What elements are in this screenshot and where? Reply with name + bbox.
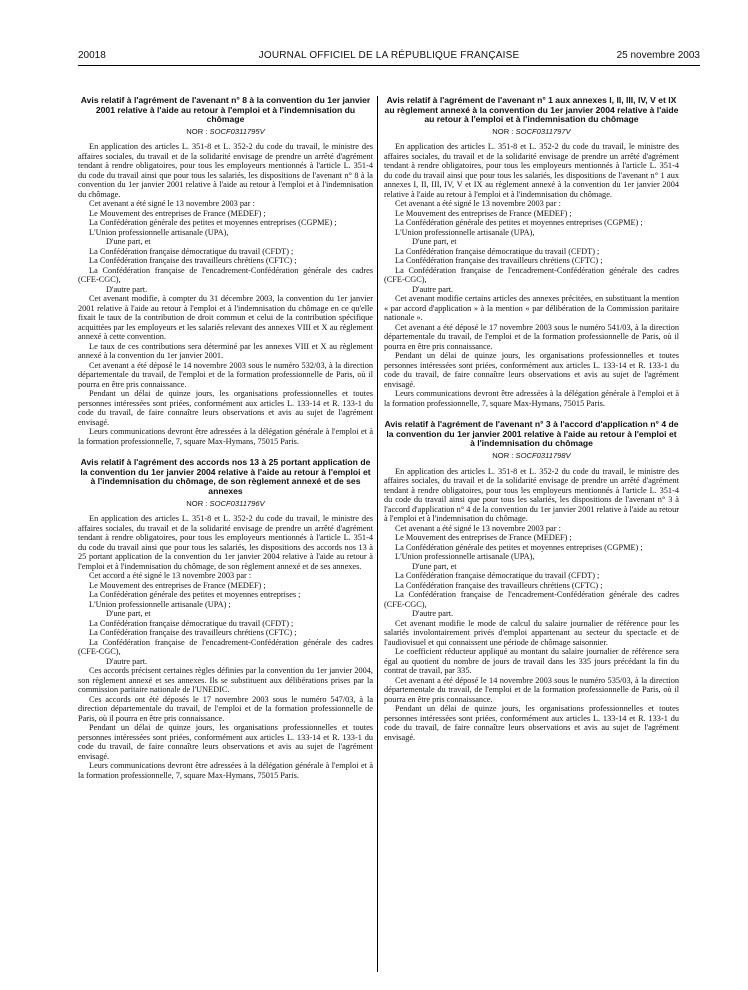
nor-reference <box>384 451 679 461</box>
notice-paragraph: La Confédération française de l'encadrement-Confédération générale des cadres (CFE-CGC), <box>384 590 679 609</box>
notice-paragraph: En application des articles L. 351-8 et L. 352-2 du code du travail, le ministre des affaires sociales, du travail et de la solidarité envisage de prendre un arrêté d'agrément tendant à rendre obligatoires, pour tous les employeurs mentionnés à l'article L. 351-4 du code du travail ainsi que pour tous les salariés, les dispositions de l'avenant n° 8 à la convention du 1er janvier 2001 relative à l'aide au retour à l'emploi et à l'indemnisation du chômage. <box>78 142 373 199</box>
notice-paragraph: Le Mouvement des entreprises de France (MEDEF) ; <box>89 208 266 218</box>
nor-code: SOCF0311797V <box>515 126 571 136</box>
notice-paragraph: D'autre part. <box>106 284 148 294</box>
notice-paragraph: Cet avenant a été déposé le 17 novembre 2003 sous le numéro 541/03, à la direction départementale du travail, de l'emploi et de la formation professionnelle de Paris, où il pourra en être pris connaissance. <box>384 322 679 351</box>
notice-paragraph: La Confédération générale des petites et moyennes entreprises (CGPME) ; <box>395 218 643 228</box>
notice-paragraph: Pendant un délai de quinze jours, les organisations professionnelles et toutes personnes intéressées sont priées, conformément aux articles L. 133-14 et R. 133-1 du code du travail, de faire connaître leurs observations et avis au sujet de l'agrément envisagé. <box>384 351 679 389</box>
notice-paragraph: La Confédération française de l'encadrement-Confédération générale des cadres (CFE-CGC), <box>384 265 679 285</box>
notice-section <box>384 96 679 408</box>
notice-paragraph: D'une part, et <box>106 609 151 619</box>
notice-paragraph: L'Union professionnelle artisanale (UPA) ; <box>89 599 231 609</box>
nor-label: NOR : <box>186 498 208 508</box>
nor-label: NOR : <box>492 451 514 461</box>
notice-paragraph: En application des articles L. 351-8 et L. 352-2 du code du travail, le ministre des affaires sociales, du travail et de la solidarité envisage de prendre un arrêté d'agrément tendant à rendre obligatoires, pour tous les employeurs mentionnés à l'article L. 351-4 du code du travail ainsi que pour tous les salariés, les dispositions de l'avenant n° 3 à l'accord d'application n° 4 de la convention du 1er janvier 2001 relative à l'aide au retour à l'emploi et à l'indemnisation du chômage. <box>384 466 679 524</box>
notice-title: Avis relatif à l'agrément de l'avenant n° 8 à la convention du 1er janvier 2001 relative à l'aide au retour à l'emploi et à l'indemnisation du chômage <box>80 96 371 125</box>
nor-label: NOR : <box>492 126 514 136</box>
notice-paragraph: Le Mouvement des entreprises de France (MEDEF) ; <box>395 208 572 218</box>
notice-paragraph: L'Union professionnelle artisanale (UPA), <box>395 227 535 237</box>
notice-paragraph: Cet avenant a été signé le 13 novembre 2003 par : <box>395 199 561 209</box>
nor-reference <box>78 127 373 137</box>
notice-paragraph: Leurs communications devront être adressées à la délégation générale à l'emploi et à la formation professionnelle, 7, square Max-Hymans, 75015 Paris. <box>384 389 679 408</box>
left-column <box>78 96 373 976</box>
notice-paragraph: Cet avenant a été déposé le 14 novembre 2003 sous le numéro 535/03, à la direction départementale du travail, de l'emploi et de la formation professionnelle de Paris, où il pourra en être pris connaissance. <box>384 675 679 704</box>
notice-paragraph: La Confédération française des travailleurs chrétiens (CFTC) ; <box>395 256 603 266</box>
notice-section <box>384 420 679 742</box>
notice-paragraph: En application des articles L. 351-8 et L. 352-2 du code du travail, le ministre des affaires sociales, du travail et de la solidarité envisage de prendre un arrêté d'agrément tendant à rendre obligatoires, pour tous les employeurs mentionnés à l'article L. 351-4 du code du travail ainsi que pour tous les salariés, les dispositions de l'avenant n° 1 aux annexes I, II, III, IV, V et IX au règlement annexé à la convention du 1er janvier 2004 relative à l'aide au retour à l'emploi et à l'indemnisation du chômage. <box>384 142 679 199</box>
notice-paragraph: Ces accords précisent certaines règles définies par la convention du 1er janvier 2004, son règlement annexé et ses annexes. Ils se substituent aux délibérations prises par la commission paritaire nationale de l'UNEDIC. <box>78 666 373 695</box>
notice-paragraph: Leurs communications devront être adressées à la délégation générale à l'emploi et à la formation professionnelle, 7, square Max-Hymans, 75015 Paris. <box>78 761 373 780</box>
notice-paragraph: Le Mouvement des entreprises de France (MEDEF) ; <box>395 533 572 543</box>
notice-paragraph: La Confédération générale des petites et moyennes entreprises (CGPME) ; <box>89 218 337 228</box>
notice-paragraph: Cet avenant a été signé le 13 novembre 2003 par : <box>89 199 255 209</box>
notice-paragraph: La Confédération française des travailleurs chrétiens (CFTC) ; <box>89 256 297 266</box>
notice-paragraph: Cet accord a été signé le 13 novembre 2003 par : <box>89 571 252 581</box>
notice-paragraph: La Confédération générale des petites et moyennes entreprises ; <box>89 590 301 600</box>
notice-paragraph: La Confédération générale des petites et moyennes entreprises (CGPME) ; <box>395 542 643 552</box>
notice-paragraph: L'Union professionnelle artisanale (UPA), <box>89 227 229 237</box>
notice-title: Avis relatif à l'agrément de l'avenant n° 3 à l'accord d'application n° 4 de la convention du 1er janvier 2001 relative à l'aide au retour à l'emploi et à l'indemnisation du chômage <box>384 419 679 449</box>
notice-paragraph: D'une part, et <box>412 237 457 247</box>
notice-paragraph: Cet avenant modifie certains articles des annexes précitées, en substituant la mention « par accord d'application » à la mention « par délibération de la Commission paritaire nationale ». <box>384 294 679 323</box>
notice-paragraph: Pendant un délai de quinze jours, les organisations professionnelles et toutes personnes intéressées sont priées, conformément aux articles L. 133-14 et R. 133-1 du code du travail, de faire connaître leurs observations et avis au sujet de l'agrément envisagé. <box>384 704 679 742</box>
notice-paragraph: La Confédération française des travailleurs chrétiens (CFTC) ; <box>89 628 297 638</box>
notice-section <box>78 96 373 446</box>
notice-paragraph: Ces accords ont été déposés le 17 novembre 2003 sous le numéro 547/03, à la direction départementale du travail, de l'emploi et de la formation professionnelle de Paris, où il pourra en être pris connaissance. <box>78 694 373 723</box>
notice-paragraph: Cet avenant a été déposé le 14 novembre 2003 sous le numéro 532/03, à la direction départementale du travail, de l'emploi et de la formation professionnelle de Paris, où il pourra en être pris connaissance. <box>78 360 373 389</box>
notice-paragraph: Cet avenant modifie, à compter du 31 décembre 2003, la convention du 1er janvier 2001 relative à l'aide au retour à l'emploi et à l'indemnisation du chômage en ce qu'elle fixait le taux de la contribution de droit commun et celui de la contribution spécifique acquittées par les employeurs et les salariés relevant des annexes VIII et X au règlement annexé à cette convention. <box>78 294 373 342</box>
notice-paragraph: Cet avenant a été signé le 13 novembre 2003 par : <box>395 523 561 533</box>
notice-paragraph: La Confédération française de l'encadrement-Confédération générale des cadres (CFE-CGC), <box>78 637 373 657</box>
notice-paragraph: Le taux de ces contributions sera déterminé par les annexes VIII et X au règlement annexé à la convention du 1er janvier 2001. <box>78 341 373 361</box>
notice-paragraph: D'autre part. <box>412 284 454 294</box>
notice-section <box>78 458 373 780</box>
nor-reference <box>78 499 373 509</box>
notice-paragraph: Leurs communications devront être adressées à la délégation générale à l'emploi et à la formation professionnelle, 7, square Max-Hymans, 75015 Paris. <box>78 427 373 446</box>
notice-paragraph: L'Union professionnelle artisanale (UPA), <box>395 552 535 562</box>
publication-date: 25 novembre 2003 <box>616 50 700 61</box>
notice-paragraph: D'autre part. <box>412 609 454 619</box>
right-column <box>384 96 679 976</box>
page-header <box>78 50 700 66</box>
nor-code: SOCF0311798V <box>515 451 571 461</box>
journal-title: JOURNAL OFFICIEL DE LA RÉPUBLIQUE FRANÇAISE <box>258 50 520 61</box>
notice-paragraph: La Confédération française démocratique du travail (CFDT) ; <box>395 571 600 581</box>
notice-title: Avis relatif à l'agrément des accords nos 13 à 25 portant application de la convention du 1er janvier 2004 relative à l'aide au retour à l'emploi et à l'indemnisation du chômage, de son règlement annexé et de ses annexes <box>80 457 371 497</box>
notice-paragraph: D'une part, et <box>106 237 151 247</box>
notice-paragraph: Le coefficient réducteur appliqué au montant du salaire journalier de référence sera égal au quotient du nombre de jours de travail dans les 335 jours précédant la fin du contrat de travail, par 335. <box>384 647 679 676</box>
nor-label: NOR : <box>186 126 208 136</box>
nor-code: SOCF0311796V <box>209 498 265 508</box>
notice-paragraph: En application des articles L. 351-8 et L. 352-2 du code du travail, le ministre des affaires sociales, du travail et de la solidarité envisage de prendre un arrêté d'agrément tendant à rendre obligatoires, pour tous les employeurs mentionnés à l'article L. 351-4 du code du travail ainsi que pour tous les salariés, les dispositions des accords nos 13 à 25 portant application de la convention du 1er janvier 2004 relative à l'aide au retour à l'emploi et à l'indemnisation du chômage, de son règlement annexé et de ses annexes. <box>78 514 373 571</box>
notice-paragraph: Pendant un délai de quinze jours, les organisations professionnelles et toutes personnes intéressées sont priées, conformément aux articles L. 133-14 et R. 133-1 du code du travail, de faire connaître leurs observations et avis au sujet de l'agrément envisagé. <box>78 389 373 427</box>
notice-title: Avis relatif à l'agrément de l'avenant n° 1 aux annexes I, II, III, IV, V et IX au règlement annexé à la convention du 1er janvier 2004 relative à l'aide au retour à l'emploi et à l'indemnisation du chômage <box>384 96 679 125</box>
notice-paragraph: Cet avenant modifie le mode de calcul du salaire journalier de référence pour les salariés involontairement privés d'emploi appartenant au secteur du spectacle et de l'audiovisuel et qui connaissent une période de chômage saisonnier. <box>384 618 679 647</box>
notice-paragraph: D'autre part. <box>106 656 148 666</box>
notice-paragraph: La Confédération française démocratique du travail (CFDT) ; <box>395 246 600 256</box>
notice-paragraph: La Confédération française démocratique du travail (CFDT) ; <box>89 618 294 628</box>
page-number: 20018 <box>78 50 106 61</box>
notice-paragraph: La Confédération française des travailleurs chrétiens (CFTC) ; <box>395 580 603 590</box>
column-divider <box>377 96 378 972</box>
notice-paragraph: Pendant un délai de quinze jours, les organisations professionnelles et toutes personnes intéressées sont priées, conformément aux articles L. 133-14 et R. 133-1 du code du travail, de faire connaître leurs observations et avis au sujet de l'agrément envisagé. <box>78 723 373 761</box>
nor-code: SOCF0311795V <box>209 126 265 136</box>
notice-paragraph: D'une part, et <box>412 561 457 571</box>
header-rule <box>78 65 700 66</box>
notice-paragraph: La Confédération française démocratique du travail (CFDT) ; <box>89 246 294 256</box>
notice-paragraph: Le Mouvement des entreprises de France (MEDEF) ; <box>89 580 266 590</box>
nor-reference <box>384 127 679 137</box>
notice-paragraph: La Confédération française de l'encadrement-Confédération générale des cadres (CFE-CGC), <box>78 265 373 285</box>
